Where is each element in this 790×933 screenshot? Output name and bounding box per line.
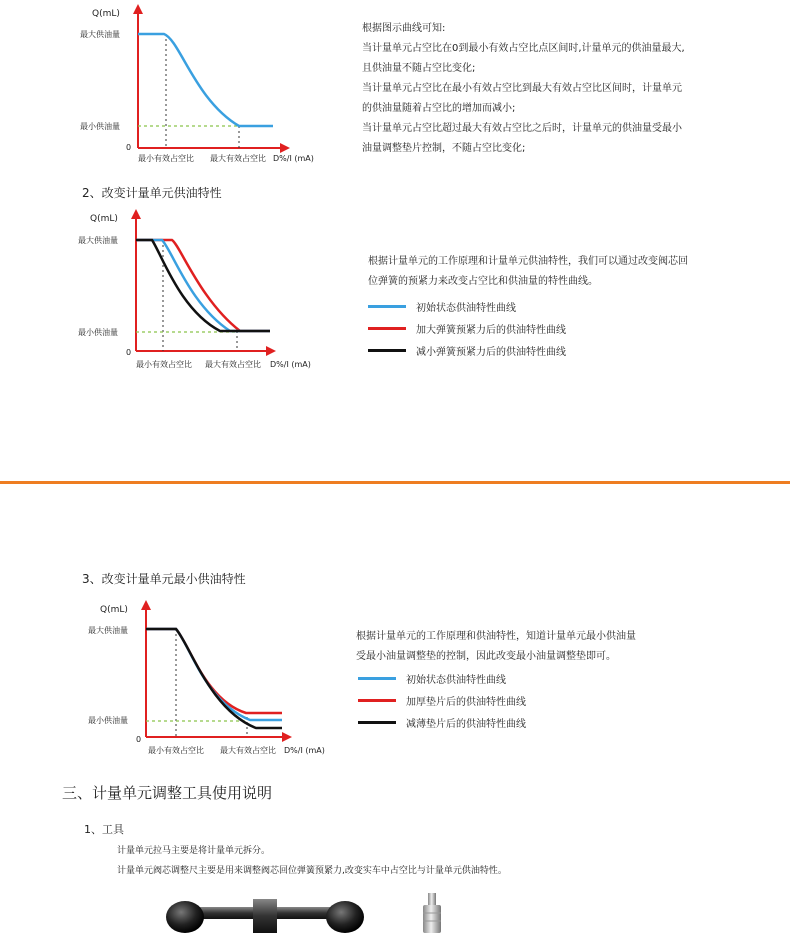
section-divider — [0, 481, 790, 484]
legend-swatch-black — [358, 721, 396, 724]
chart3-x-arrow — [282, 732, 292, 742]
chart1-x-label-max: 最大有效占空比 — [210, 154, 266, 163]
chart1-origin: 0 — [126, 143, 132, 152]
desc1-line: 油量调整垫片控制，不随占空比变化; — [362, 143, 526, 154]
chart3-curve-red — [146, 629, 282, 713]
legend-item — [368, 295, 566, 317]
desc1-line: 且供油量不随占空比变化; — [362, 63, 476, 74]
chart2-curve-black — [136, 240, 270, 331]
description-1 — [362, 19, 685, 159]
chart2-y-arrow — [131, 209, 141, 219]
chart1-y-min-label: 最小供油量 — [80, 122, 120, 131]
legend-label: 初始状态供油特性曲线 — [406, 674, 506, 686]
desc1-line: 当计量单元占空比在0到最小有效占空比点区间时,计量单元的供油量最大, — [362, 43, 685, 54]
legend-label: 加大弹簧预紧力后的供油特性曲线 — [416, 324, 566, 336]
legend-item — [358, 667, 526, 689]
legend-item — [358, 711, 526, 733]
chart3-y-max-label: 最大供油量 — [88, 626, 128, 635]
chart3-curve-blue — [146, 629, 282, 720]
legend-label: 减薄垫片后的供油特性曲线 — [406, 718, 526, 730]
desc1-line: 当计量单元占空比在最小有效占空比到最大有效占空比区间时，计量单元 — [362, 83, 682, 94]
chart2-y-max-label: 最大供油量 — [78, 236, 118, 245]
legend-swatch-blue — [368, 305, 406, 308]
legend-3 — [358, 667, 526, 733]
legend-swatch-red — [358, 699, 396, 702]
desc1-line: 当计量单元占空比超过最大有效占空比之后时，计量单元的供油量受最小 — [362, 123, 682, 134]
tool-line: 计量单元阀芯调整尺主要是用来调整阀芯回位弹簧预紧力,改变实车中占空比与计量单元供油特性。 — [117, 866, 507, 876]
chart1-y-axis-label: Q(mL) — [92, 9, 120, 19]
description-2 — [368, 252, 688, 292]
chart-1 — [0, 0, 340, 170]
chart-2 — [0, 205, 340, 375]
desc1-line: 的供油量随着占空比的增加而减小; — [362, 103, 516, 114]
legend-item — [368, 317, 566, 339]
legend-label: 初始状态供油特性曲线 — [416, 302, 516, 314]
desc3-line: 受最小油量调整垫的控制，因此改变最小油量调整垫即可。 — [356, 651, 616, 662]
chart2-x-label-min: 最小有效占空比 — [136, 360, 192, 369]
chart2-y-axis-label: Q(mL) — [90, 214, 118, 224]
chart2-origin: 0 — [126, 348, 132, 357]
chart3-x-label-max: 最大有效占空比 — [220, 746, 276, 755]
legend-swatch-blue — [358, 677, 396, 680]
chart3-x-axis-label: D%/I (mA) — [284, 746, 325, 755]
tool-line: 计量单元拉马主要是将计量单元拆分。 — [117, 846, 271, 856]
desc3-line: 根据计量单元的工作原理和供油特性，知道计量单元最小供油量 — [356, 631, 636, 642]
chart1-y-max-label: 最大供油量 — [80, 30, 120, 39]
puller-tool-image — [160, 893, 370, 933]
chart2-curve-blue — [136, 240, 270, 331]
chart2-y-min-label: 最小供油量 — [78, 328, 118, 337]
chart3-x-label-min: 最小有效占空比 — [148, 746, 204, 755]
legend-2 — [368, 295, 566, 361]
chart1-x-label-min: 最小有效占空比 — [138, 154, 194, 163]
chart2-x-label-max: 最大有效占空比 — [205, 360, 261, 369]
heading-2: 2、改变计量单元供油特性 — [82, 186, 222, 200]
chart3-origin: 0 — [136, 735, 142, 744]
chart2-x-arrow — [266, 346, 276, 356]
legend-item — [368, 339, 566, 361]
section-heading: 三、计量单元调整工具使用说明 — [62, 784, 273, 802]
legend-label: 加厚垫片后的供油特性曲线 — [406, 696, 526, 708]
chart2-curve-red — [136, 240, 270, 331]
chart3-y-axis-label: Q(mL) — [100, 605, 128, 615]
desc2-line: 根据计量单元的工作原理和计量单元供油特性，我们可以通过改变阀芯回 — [368, 256, 688, 267]
chart2-x-axis-label: D%/I (mA) — [270, 360, 311, 369]
description-3 — [356, 627, 636, 667]
legend-swatch-black — [368, 349, 406, 352]
legend-swatch-red — [368, 327, 406, 330]
adjust-gauge-image — [420, 893, 444, 933]
chart-3 — [0, 590, 350, 762]
legend-label: 减小弹簧预紧力后的供油特性曲线 — [416, 346, 566, 358]
sub-heading-tools: 1、工具 — [84, 823, 124, 836]
desc2-line: 位弹簧的预紧力来改变占空比和供油量的特性曲线。 — [368, 276, 598, 287]
heading-3: 3、改变计量单元最小供油特性 — [82, 572, 246, 586]
chart1-x-arrow — [280, 143, 290, 153]
chart1-x-axis-label: D%/I (mA) — [273, 154, 314, 163]
desc1-line: 根据图示曲线可知: — [362, 23, 446, 34]
chart3-y-min-label: 最小供油量 — [88, 716, 128, 725]
chart1-curve — [138, 34, 273, 126]
chart3-y-arrow — [141, 600, 151, 610]
legend-item — [358, 689, 526, 711]
chart1-y-arrow — [133, 4, 143, 14]
